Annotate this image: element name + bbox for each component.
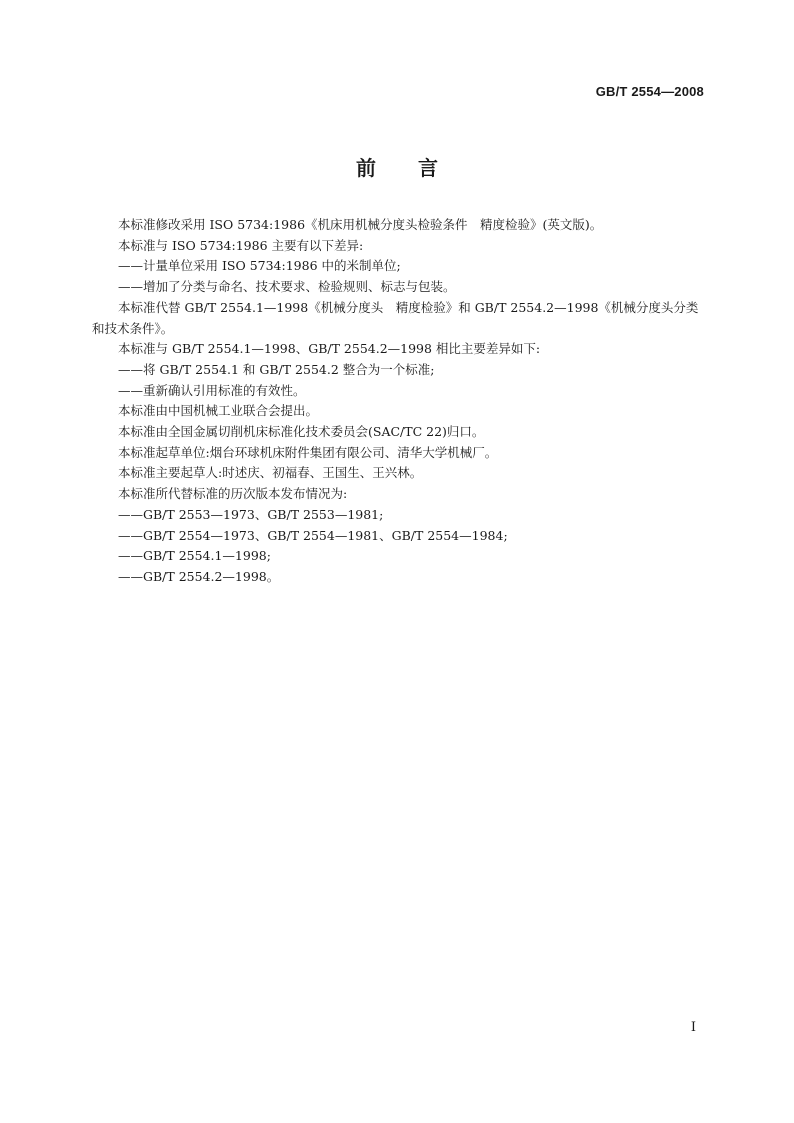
list-item: ——GB/T 2553—1973、GB/T 2553—1981;: [118, 506, 384, 522]
list-item: ——GB/T 2554.1—1998;: [118, 548, 271, 564]
list-item: ——将 GB/T 2554.1 和 GB/T 2554.2 整合为一个标准;: [118, 361, 435, 377]
paragraph: 本标准起草单位:烟台环球机床附件集团有限公司、清华大学机械厂。: [118, 444, 498, 460]
foreword-body: [92, 215, 702, 588]
list-item: ——GB/T 2554—1973、GB/T 2554—1981、GB/T 2554—1984;: [118, 527, 508, 543]
paragraph: 本标准与 GB/T 2554.1—1998、GB/T 2554.2—1998 相比主要差异如下:: [118, 341, 541, 357]
paragraph: 本标准与 ISO 5734:1986 主要有以下差异:: [118, 237, 364, 253]
paragraph: 本标准由中国机械工业联合会提出。: [118, 403, 319, 419]
paragraph: 本标准主要起草人:时述庆、初福春、王国生、王兴林。: [118, 465, 423, 481]
list-item: ——增加了分类与命名、技术要求、检验规则、标志与包装。: [118, 279, 456, 295]
paragraph: 本标准所代替标准的历次版本发布情况为:: [118, 486, 348, 502]
paragraph: 本标准代替 GB/T 2554.1—1998《机械分度头 精度检验》和 GB/T 2554.2—1998《机械分度头分类和技术条件》。: [92, 299, 699, 336]
paragraph: 本标准修改采用 ISO 5734:1986《机床用机械分度头检验条件 精度检验》(英文版)。: [118, 217, 603, 232]
page-number: I: [690, 1020, 696, 1035]
page-title: 前言: [356, 156, 480, 180]
list-item: ——计量单位采用 ISO 5734:1986 中的米制单位;: [118, 258, 401, 274]
paragraph: 本标准由全国金属切削机床标准化技术委员会(SAC/TC 22)归口。: [118, 424, 485, 440]
list-item: ——GB/T 2554.2—1998。: [118, 568, 280, 584]
list-item: ——重新确认引用标准的有效性。: [118, 382, 306, 398]
standard-code: GB/T 2554—2008: [595, 84, 704, 99]
